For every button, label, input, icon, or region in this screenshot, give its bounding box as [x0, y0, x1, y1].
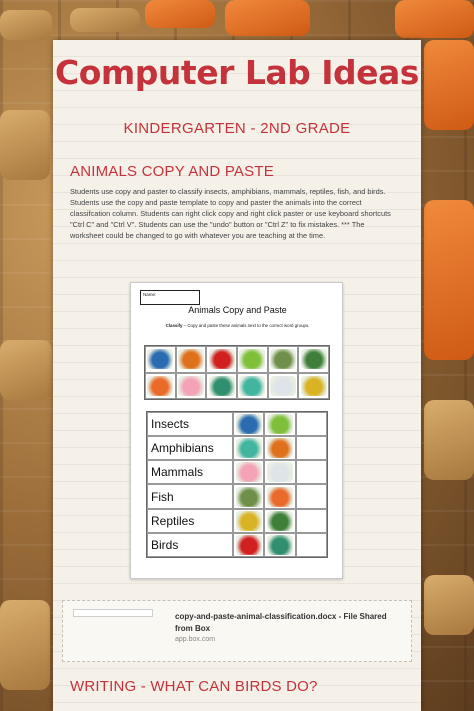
category-slot — [296, 533, 327, 557]
animal-cell — [206, 373, 237, 400]
clownfish-icon — [267, 487, 293, 507]
category-slot — [233, 484, 264, 508]
lizard-icon — [239, 376, 265, 396]
desk — [0, 340, 52, 400]
orange-chair — [395, 0, 474, 38]
page-subtitle: KINDERGARTEN - 2ND GRADE — [123, 120, 351, 137]
worksheet-preview[interactable] — [130, 282, 343, 579]
polar-bear-icon — [267, 462, 293, 482]
orange-chair — [424, 200, 474, 360]
link-title[interactable]: copy-and-paste-animal-classification.docx - File Shared from Box — [175, 612, 387, 633]
butterfly-icon — [236, 414, 262, 434]
category-label: Mammals — [147, 460, 233, 484]
category-slot — [233, 509, 264, 533]
cardinal-icon — [209, 349, 235, 369]
fern-icon — [267, 511, 293, 531]
animal-cell — [268, 373, 299, 400]
bee-icon — [236, 511, 262, 531]
classification-table — [146, 411, 328, 558]
category-slot — [296, 509, 327, 533]
tropical-bird-icon — [267, 535, 293, 555]
link-domain: app.box.com — [175, 636, 216, 643]
instruction-text: – Copy and paste these animals next to the correct word groups. — [182, 323, 310, 328]
category-slot — [264, 412, 295, 436]
animal-cell — [298, 373, 329, 400]
category-slot — [233, 412, 264, 436]
clownfish-icon — [147, 376, 173, 396]
lizard-icon — [236, 438, 262, 458]
category-slot — [264, 436, 295, 460]
turtle-icon — [270, 349, 296, 369]
desk — [0, 10, 52, 40]
fern-icon — [301, 349, 327, 369]
category-label: Reptiles — [147, 509, 233, 533]
page-title: Computer Lab Ideas — [55, 53, 419, 92]
orange-chair — [424, 40, 474, 130]
grasshopper-icon — [239, 349, 265, 369]
desk — [0, 600, 50, 690]
name-field: Name: — [140, 290, 200, 305]
category-slot — [233, 436, 264, 460]
animal-cell — [237, 373, 268, 400]
desk — [424, 400, 474, 480]
desk — [0, 110, 50, 180]
animal-cell — [206, 346, 237, 373]
category-slot — [264, 509, 295, 533]
animal-cell — [176, 373, 207, 400]
category-label: Amphibians — [147, 436, 233, 460]
grasshopper-icon — [267, 414, 293, 434]
category-slot — [296, 436, 327, 460]
cardinal-icon — [236, 535, 262, 555]
section-heading-animals: ANIMALS COPY AND PASTE — [70, 163, 274, 180]
animal-cell — [298, 346, 329, 373]
desk — [70, 8, 140, 32]
pig-icon — [236, 462, 262, 482]
pin-card — [53, 40, 421, 711]
animal-cell — [145, 373, 176, 400]
bee-icon — [301, 376, 327, 396]
animal-cell — [237, 346, 268, 373]
pig-icon — [178, 376, 204, 396]
category-slot — [296, 412, 327, 436]
shared-file-link[interactable] — [62, 600, 412, 662]
desk — [424, 575, 474, 635]
file-thumbnail — [73, 609, 153, 617]
category-slot — [296, 484, 327, 508]
turtle-icon — [236, 487, 262, 507]
section-heading-writing: WRITING - WHAT CAN BIRDS DO? — [70, 678, 318, 695]
frog-icon — [178, 349, 204, 369]
worksheet-instructions — [131, 323, 344, 328]
instruction-keyword: Classify — [165, 323, 183, 328]
worksheet-title: Animals Copy and Paste — [188, 305, 287, 315]
tropical-bird-icon — [209, 376, 235, 396]
category-slot — [264, 533, 295, 557]
category-label: Birds — [147, 533, 233, 557]
category-label: Fish — [147, 484, 233, 508]
category-slot — [264, 484, 295, 508]
category-slot — [264, 460, 295, 484]
animal-cell — [268, 346, 299, 373]
frog-icon — [267, 438, 293, 458]
orange-chair — [145, 0, 215, 28]
orange-chair — [225, 0, 310, 36]
section-description: Students use copy and paster to classify insects, amphibians, mammals, reptiles, fish, and birds. Students use the copy and paste template to copy and paster the animals into the correct classifcation column. Students can right click copy and right click paster or use keyboard shortcuts "Ctrl C" and "Ctrl V". Students can use the "undo" button or "Ctrl Z" to fix mistakes. *** The worksheet could be changed to go with whatever you are teaching at the time. — [70, 187, 391, 241]
butterfly-icon — [147, 349, 173, 369]
category-slot — [296, 460, 327, 484]
category-slot — [233, 533, 264, 557]
polar-bear-icon — [270, 376, 296, 396]
category-label: Insects — [147, 412, 233, 436]
animal-grid — [144, 345, 330, 400]
animal-cell — [176, 346, 207, 373]
animal-cell — [145, 346, 176, 373]
category-slot — [233, 460, 264, 484]
